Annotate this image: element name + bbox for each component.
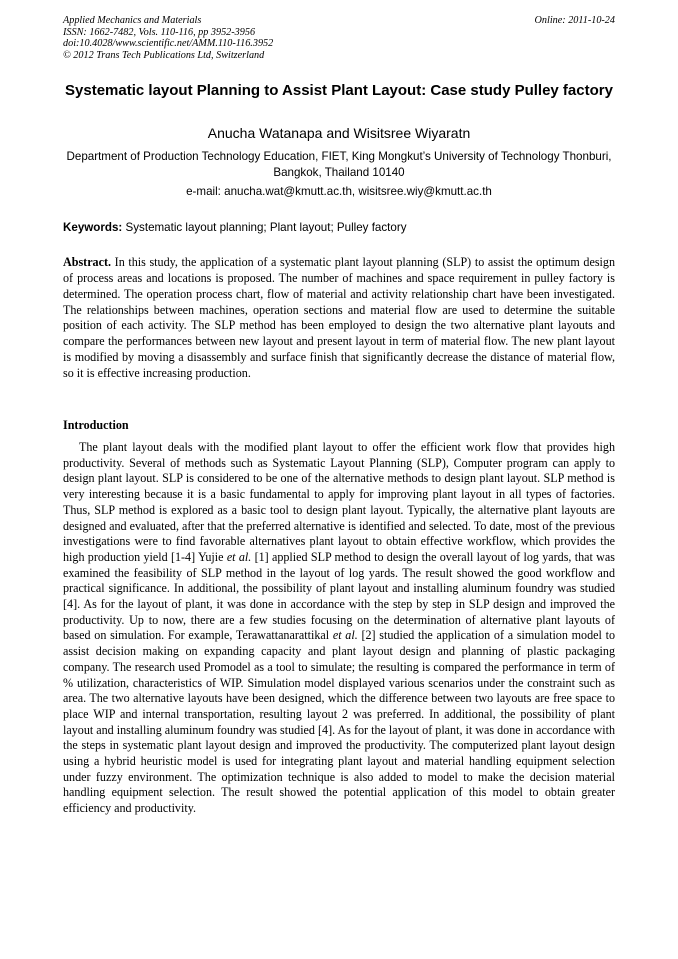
journal-name: Applied Mechanics and Materials	[63, 15, 202, 26]
journal-header	[63, 15, 615, 61]
abstract-block	[63, 255, 615, 382]
author-affiliation: Department of Production Technology Education, FIET, King Mongkut’s University of Technology Thonburi, Bangkok, Thailand 10140	[66, 150, 612, 179]
copyright-line: © 2012 Trans Tech Publications Ltd, Switzerland	[63, 49, 265, 61]
abstract-text: In this study, the application of a systematic plant layout planning (SLP) to assist the optimum design of process areas and locations is proposed. The number of machines and space requirement in pulley factory is determined. The operation process chart, flow of material and activity relationship chart have been investigated. The relationships between machines, operation sections and material flow are used to determine the suitable position of each activity. The SLP method has been employed to design the two alternative plant layouts and compare the performances between new layout and present layout in term of material flow. The new plant layout is modified by moving a disassembly and surface finish that significantly decrease the distance of material flow, so it is effective increasing production.	[63, 255, 615, 380]
introduction-paragraph	[63, 440, 615, 817]
doi-line: doi:10.4028/www.scientific.net/AMM.110-116.3952	[63, 38, 274, 49]
intro-text-part1: The plant layout deals with the modified plant layout to offer the efficient work flow that provides high productivity. Several of methods such as Systematic Layout Planning (SLP), Computer program can apply to design plant layout. SLP is considered to be one of the alternative methods to design plant layout. SLP method is very interesting because it is a basic fundamental to apply for improving plant layout in all types of factories. Thus, SLP method is explored as a basic tool to design plant layout. Typically, the alternative plant layouts are designed and evaluated, after that the preferred alternative is identified and selected. To date, most of the previous investigations were to find favorable alternatives plant layout to obtain effective workflow, which provides the high production yield [1-4] Yujie	[63, 440, 615, 564]
et-al-2: et al.	[332, 628, 358, 643]
keywords-label: Keywords:	[63, 221, 123, 234]
et-al-1: et al.	[226, 549, 252, 564]
author-email: e-mail: anucha.wat@kmutt.ac.th, wisitsree.wiy@kmutt.ac.th	[186, 185, 492, 198]
keywords-block	[63, 221, 615, 235]
online-date: Online: 2011-10-24	[534, 15, 615, 26]
intro-text-part2: [1] applied SLP method to design the overall layout of log yards, that was examined the feasibility of SLP method in the layout of log yards. The result showed the good workflow and practical significance. In additional, the possibility of plant layout and installing aluminum foundry was studied [4]. As for the layout of plant, it was done in accordance with the step by step in SLP design and improved the productivity. Up to now, there are a few studies focusing on the determination of alternative plant layouts of based on simulation. For example, Terawattanarattikal	[63, 549, 615, 643]
intro-text-part3: [2] studied the application of a simulation model to assist decision making on expanding capacity and plant layout design and planning of plastic packaging company. The research used Promodel as a tool to simulate; the resulting is compared the performance in term of % utilization, characteristics of WIP. Simulation model displayed various scenarios under the constraint such as area. The two alternative layouts have been designed, which the difference between two layouts are free space to place WIP and internal transportation, resulting layout 2 was preferred. In additional, the possibility of plant layout and installing aluminum foundry was studied [4]. As for the layout of plant, it was done in accordance with the steps in systematic plant layout design and improved the productivity. The computerized plant layout design using a hybrid heuristic model is used for integrating plant layout and material handling equipment selection under fuzzy environment. The optimization technique is also added to model to make the decision material handling equipment selection. The result showed the potential application of this model to obtain greater efficiency and productivity.	[63, 628, 615, 816]
paper-title: Systematic layout Planning to Assist Plant Layout: Case study Pulley factory	[65, 82, 613, 99]
issn-line: ISSN: 1662-7482, Vols. 110-116, pp 3952-3956	[63, 26, 256, 38]
keywords-text: Systematic layout planning; Plant layout; Pulley factory	[125, 221, 407, 234]
paper-authors: Anucha Watanapa and Wisitsree Wiyaratn	[207, 125, 471, 141]
abstract-label: Abstract.	[63, 255, 112, 269]
section-heading-introduction: Introduction	[63, 418, 129, 432]
